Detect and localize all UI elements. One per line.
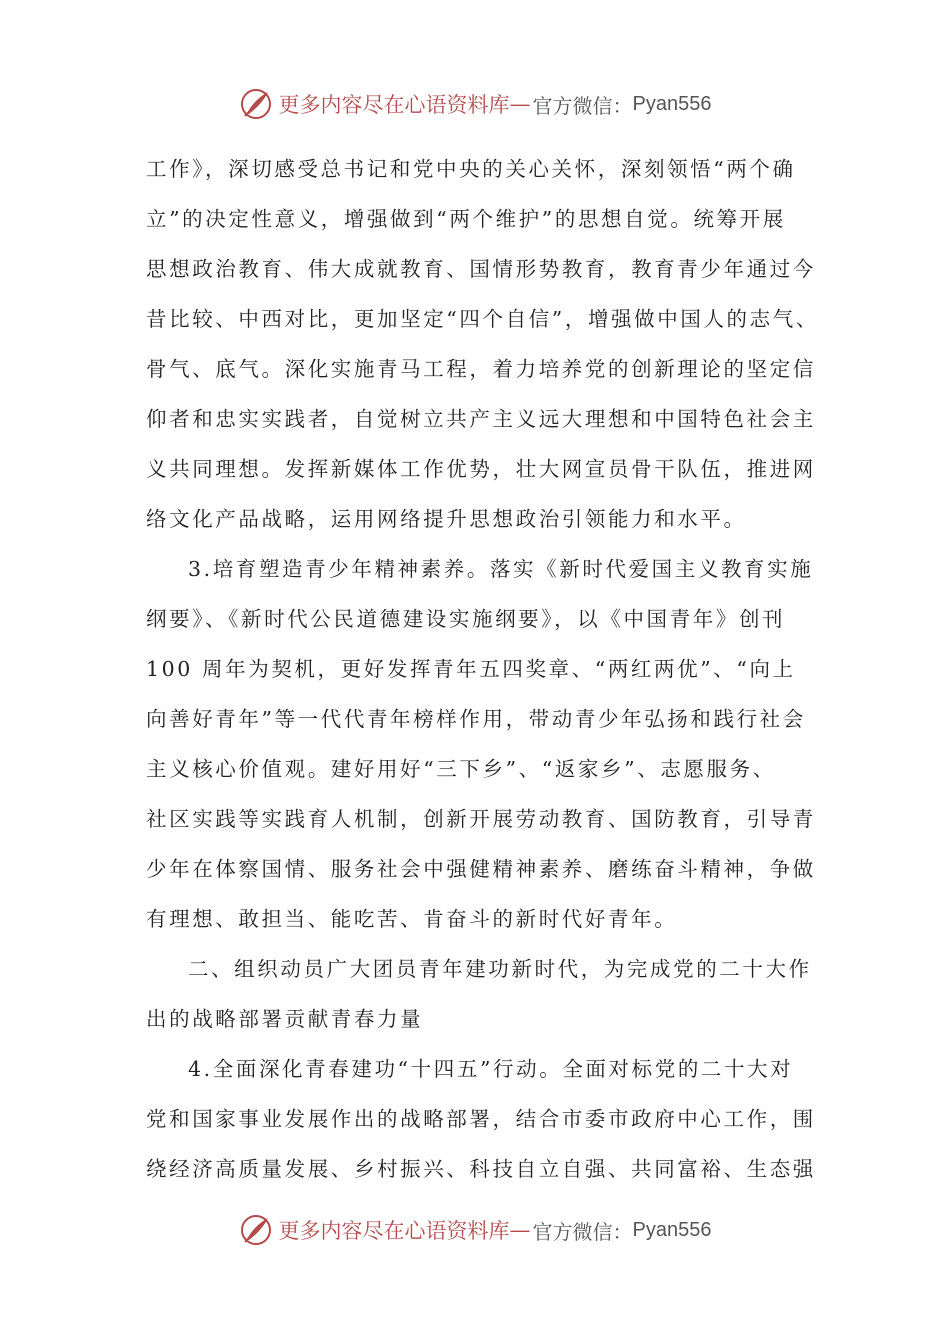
text-line: 昔比较、中西对比，更加坚定“四个自信”，增强做中国人的志气、 (146, 307, 819, 331)
footer-brand: 更多内容尽在心语资料库 (278, 1219, 510, 1243)
quill-logo-icon (239, 1213, 273, 1247)
footer-dash: — (509, 1218, 531, 1242)
text-line: 3.培育塑造青少年精神素养。落实《新时代爱国主义教育实施 (188, 557, 814, 581)
text-line: 思想政治教育、伟大成就教育、国情形势教育，教育青少年通过今 (146, 257, 816, 281)
text-line: 纲要》、《新时代公民道德建设实施纲要》，以《中国青年》创刊 (146, 607, 786, 631)
text-line: 骨气、底气。深化实施青马工程，着力培养党的创新理论的坚定信 (146, 357, 816, 381)
text-line: 党和国家事业发展作出的战略部署，结合市委市政府中心工作，围 (146, 1107, 816, 1131)
footer-wechat-label: 官方微信： (532, 1219, 633, 1244)
header-banner (0, 84, 950, 124)
text-line: 100 周年为契机，更好发挥青年五四奖章、“两红两优”、“向上 (146, 657, 796, 681)
footer-banner (0, 1210, 950, 1250)
text-line: 主义核心价值观。建好用好“三下乡”、“返家乡”、志愿服务、 (146, 757, 776, 781)
text-line: 义共同理想。发挥新媒体工作优势，壮大网宣员骨干队伍，推进网 (146, 457, 816, 481)
text-line: 仰者和忠实实践者，自觉树立共产主义远大理想和中国特色社会主 (146, 407, 816, 431)
text-line: 工作》，深切感受总书记和党中央的关心关怀，深刻领悟“两个确 (146, 157, 796, 181)
text-line: 有理想、敢担当、能吃苦、肯奋斗的新时代好青年。 (146, 907, 678, 931)
footer-wechat-id: Pyan556 (632, 1218, 712, 1241)
body-text (146, 144, 819, 1194)
header-wechat-id: Pyan556 (632, 92, 712, 115)
text-line: 出的战略部署贡献青春力量 (146, 1007, 424, 1031)
text-line: 社区实践等实践育人机制，创新开展劳动教育、国防教育，引导青 (146, 807, 816, 831)
header-wechat-label: 官方微信： (532, 93, 633, 118)
quill-logo-icon (239, 87, 273, 121)
text-line: 立”的决定性意义，增强做到“两个维护”的思想自觉。统筹开展 (146, 207, 786, 231)
text-line: 向善好青年”等一代代青年榜样作用，带动青少年弘扬和践行社会 (146, 707, 806, 731)
text-line: 4.全面深化青春建功“十四五”行动。全面对标党的二十大对 (188, 1057, 794, 1081)
header-brand: 更多内容尽在心语资料库 (278, 93, 510, 117)
text-line: 络文化产品战略，运用网络提升思想政治引领能力和水平。 (146, 507, 747, 531)
text-line: 二、组织动员广大团员青年建功新时代，为完成党的二十大作 (188, 957, 812, 981)
text-line: 少年在体察国情、服务社会中强健精神素养、磨练奋斗精神，争做 (146, 857, 816, 881)
header-dash: — (509, 92, 531, 116)
text-line: 绕经济高质量发展、乡村振兴、科技自立自强、共同富裕、生态强 (146, 1157, 816, 1181)
